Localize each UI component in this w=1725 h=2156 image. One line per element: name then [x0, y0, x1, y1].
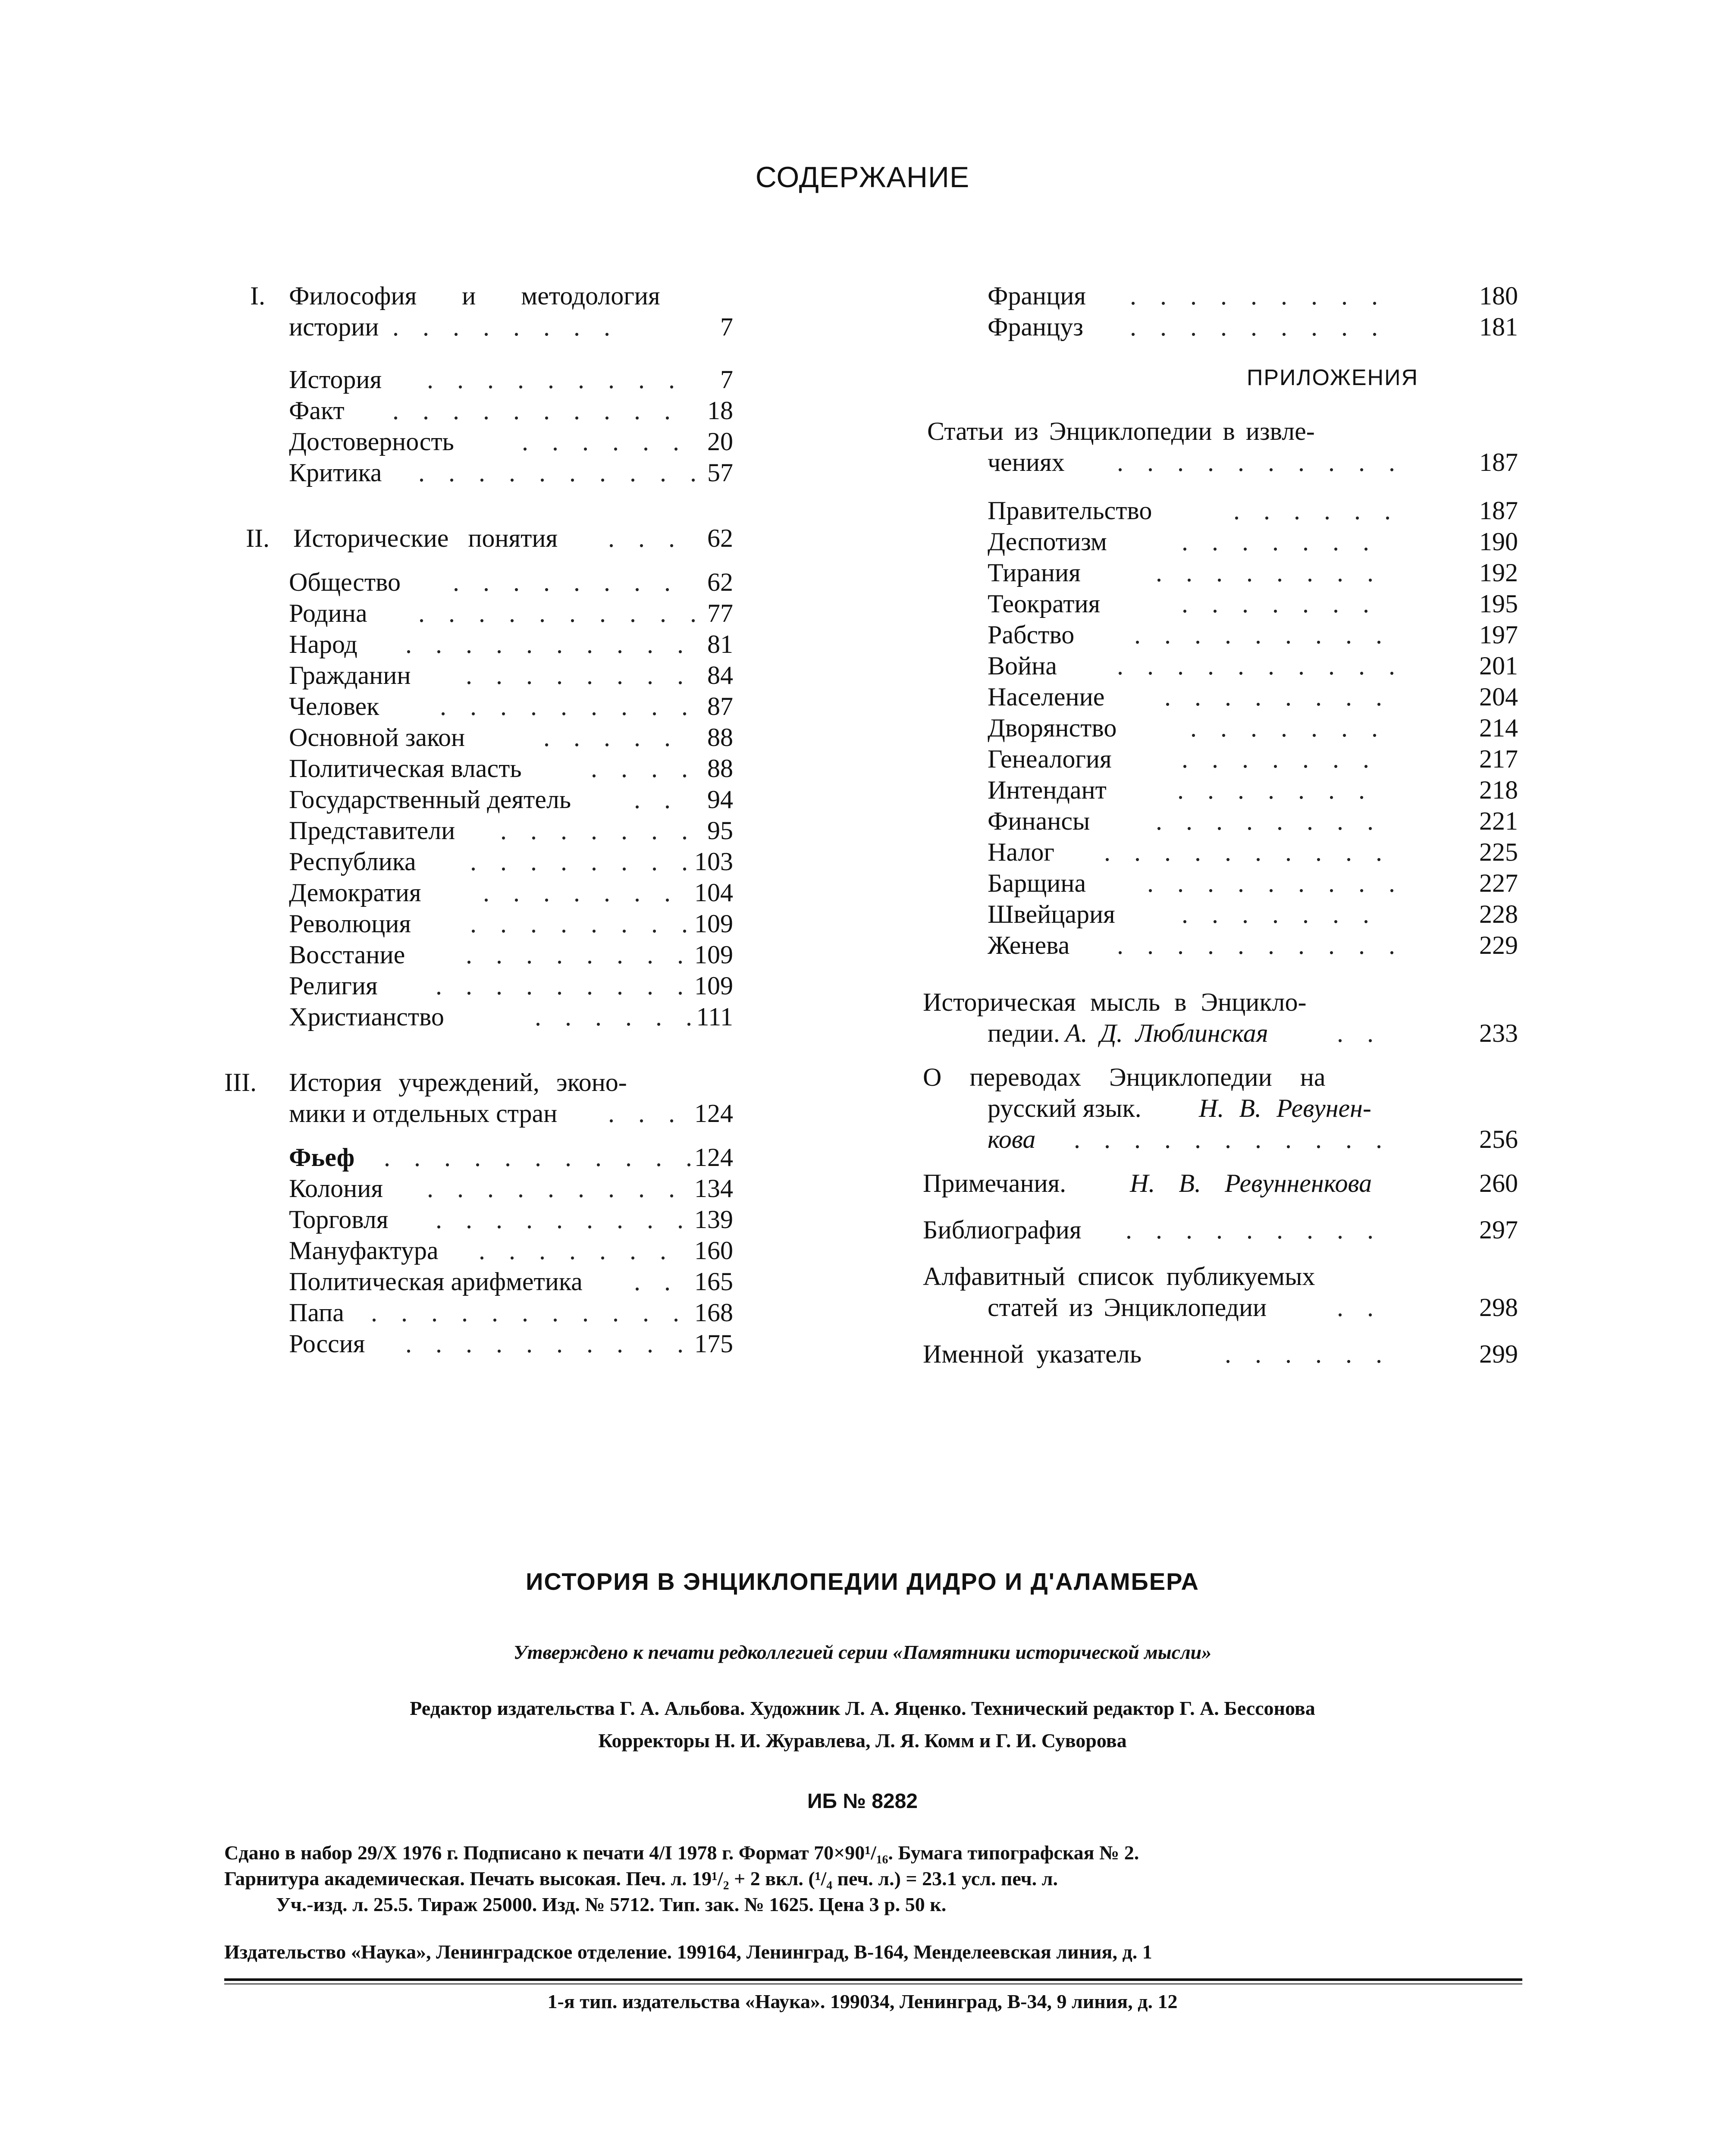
page-number: 94 [707, 785, 733, 814]
item-title: Религия [289, 971, 378, 1000]
item-title: Государственный деятель [289, 785, 571, 814]
toc-item [224, 364, 841, 395]
item-title: Теократия [988, 589, 1101, 618]
toc-item [224, 1142, 841, 1173]
item-title: Финансы [988, 807, 1090, 835]
page-number: 109 [694, 940, 733, 969]
item-title: Христианство [289, 1003, 444, 1031]
dot-leader: . . . . . . . . . . [405, 1329, 692, 1358]
dot-leader: . . . . . . . . . [1147, 869, 1404, 897]
dot-leader: . . . . . . . [1182, 900, 1378, 928]
dot-leader: . . . . . . . . [466, 661, 692, 689]
toc-item [923, 899, 1535, 930]
section-numeral: III. [224, 1068, 257, 1097]
toc-entry-line [923, 1018, 1535, 1049]
correctors-line: Корректоры Н. И. Журавлева, Л. Я. Комм и Г. И. Суворова [598, 1730, 1127, 1752]
toc-entry-line [923, 1062, 1535, 1093]
dot-leader: . . . . . . . [1182, 745, 1378, 773]
dot-leader: . . . . . . . . . . . [1074, 1125, 1391, 1153]
toc-items-section-3 [224, 1142, 841, 1359]
section-title: Философия и методология [289, 282, 660, 310]
page-number: 87 [707, 692, 733, 721]
page-number: 103 [694, 847, 733, 876]
section-title: История учреждений, эконо- [289, 1068, 627, 1097]
item-title: Гражданин [289, 661, 411, 689]
entry-author: А. Д. Люблинская [1065, 1019, 1268, 1047]
page-number: 139 [694, 1205, 733, 1234]
page-number: 62 [707, 524, 733, 552]
dot-leader: . . . . . . . . . . [1117, 931, 1404, 959]
toc-item [224, 1328, 841, 1359]
dot-leader: . . . . . . [1225, 1340, 1391, 1368]
dot-leader: . . . . . [543, 723, 679, 752]
item-title: Восстание [289, 940, 405, 969]
dot-leader: . . . . . . . . . [427, 1174, 684, 1203]
section-title-cont: мики и отдельных стран [289, 1099, 558, 1128]
entry-title: Библиография [923, 1216, 1082, 1244]
item-title: Колония [289, 1174, 383, 1203]
page-number: 20 [707, 427, 733, 456]
section-title-cont: чениях [988, 448, 1065, 476]
dot-leader: . . . . . . . . . [1130, 313, 1386, 341]
item-title: Общество [289, 568, 401, 596]
toc-item [224, 395, 841, 426]
page-number: 214 [1479, 714, 1518, 742]
toc-section-heading [923, 416, 1535, 447]
dot-leader: . . . . . . . . . [440, 692, 696, 721]
page-number: 109 [694, 971, 733, 1000]
item-title: Торговля [289, 1205, 389, 1234]
dot-leader: . . [1337, 1019, 1382, 1047]
dot-leader: . . . . . . . . . . . [371, 1298, 688, 1327]
item-title: Генеалогия [988, 745, 1112, 773]
page-number: 124 [694, 1099, 733, 1128]
page-number: 229 [1479, 931, 1518, 959]
page-number: 165 [694, 1267, 733, 1296]
section-numeral: II. [246, 524, 270, 552]
page-number: 180 [1479, 282, 1518, 310]
page-number: 7 [720, 313, 733, 341]
dot-leader: . . . . . . . . . . [1117, 652, 1404, 680]
toc-item [923, 774, 1535, 805]
print-details-line-2: Гарнитура академическая. Печать высокая. Печ. л. 19¹/₂ + 2 вкл. (¹/₄ печ. л.) = 23.1 усл. печ. л. [224, 1868, 1058, 1890]
entry-author: Н. В. Ревунненкова [1130, 1169, 1372, 1197]
dot-leader: . . . . . . . . . . [418, 458, 705, 487]
toc-right-column [923, 280, 1535, 1369]
toc-item [224, 815, 841, 846]
toc-item [224, 629, 841, 660]
item-title: Революция [289, 909, 411, 938]
dot-leader: . . . . . . . . [1156, 807, 1382, 835]
item-title: Налог [988, 838, 1055, 866]
dot-leader: . . . . . . . [500, 816, 696, 845]
toc-items-section-1 [224, 364, 841, 488]
section-numeral: I. [250, 282, 265, 310]
dot-leader: . . . [608, 1099, 684, 1128]
entry-author: Н. В. Ревунен- [1199, 1094, 1371, 1122]
toc-section-heading-cont [923, 447, 1535, 478]
item-title: Тирания [988, 558, 1081, 587]
dot-leader: . . . . . . . . . [436, 1205, 692, 1234]
item-title: Женева [988, 931, 1070, 959]
page-number: 104 [694, 878, 733, 907]
dot-leader: . . . . . . [1233, 496, 1399, 525]
item-title: Политическая власть [289, 754, 522, 783]
toc-item [224, 1204, 841, 1235]
page-number: 7 [720, 365, 733, 394]
page-number: 81 [707, 630, 733, 658]
page-number: 225 [1479, 838, 1518, 866]
toc-item [923, 681, 1535, 712]
page-number: 57 [707, 458, 733, 487]
toc-item [224, 426, 841, 457]
toc-item [224, 567, 841, 598]
dot-leader: . . . . . . . [1182, 527, 1378, 556]
dot-leader: . . . . . . . . [392, 313, 619, 341]
toc-item [224, 1266, 841, 1297]
page-number: 134 [694, 1174, 733, 1203]
dot-leader: . . . . . . . [1190, 714, 1386, 742]
toc-items-section-2 [224, 567, 841, 1032]
item-title: Фьеф [289, 1143, 355, 1172]
print-details-line-1: Сдано в набор 29/X 1976 г. Подписано к печати 4/I 1978 г. Формат 70×90¹/₁₆. Бумага типографская № 2. [224, 1842, 1139, 1864]
entry-title: Примечания. [923, 1169, 1066, 1197]
dot-leader: . . . . . . [522, 427, 688, 456]
entry-title-cont: русский язык. [988, 1094, 1142, 1122]
page-number: 62 [707, 568, 733, 596]
dot-leader: . . . . . . . . . [427, 365, 684, 394]
item-title: Папа [289, 1298, 344, 1327]
dot-leader: . . [634, 1267, 679, 1296]
approval-note: Утверждено к печати редколлегией серии «Памятники исторической мысли» [513, 1641, 1212, 1663]
page-number: 190 [1479, 527, 1518, 556]
item-title: Франция [988, 282, 1086, 310]
dot-leader: . . . . . . [535, 1003, 701, 1031]
entry-title: Алфавитный список публикуемых [923, 1262, 1315, 1291]
page-number: 160 [694, 1236, 733, 1265]
dot-leader: . . . . . . . . [453, 568, 679, 596]
dot-leader: . . . . . . . . [1156, 558, 1382, 587]
toc-item [224, 1297, 841, 1328]
toc-section-heading [224, 523, 841, 554]
page-number: 299 [1479, 1340, 1518, 1368]
toc-item [923, 311, 1535, 342]
page-number: 260 [1479, 1169, 1518, 1197]
toc-left-column [224, 280, 841, 1359]
entry-title-cont: педии. [988, 1019, 1060, 1047]
toc-item [923, 712, 1535, 743]
dot-leader: . . . . . . . . [466, 940, 692, 969]
toc-item [224, 753, 841, 784]
ib-number: ИБ № 8282 [807, 1790, 918, 1813]
dot-leader: . . [1337, 1293, 1382, 1322]
page-number: 88 [707, 754, 733, 783]
toc-item [224, 877, 841, 908]
dot-leader: . . . . . . . . . . [392, 396, 679, 425]
toc-item [224, 1173, 841, 1204]
page-number: 109 [694, 909, 733, 938]
page-number: 217 [1479, 745, 1518, 773]
editors-line: Редактор издательства Г. А. Альбова. Художник Л. А. Яценко. Технический редактор Г. А. Бессонова [410, 1697, 1315, 1719]
dot-leader: . . . . . . . . . . . [384, 1143, 701, 1172]
page-number: 233 [1479, 1019, 1518, 1047]
entry-title-cont: статей из Энциклопедии [988, 1293, 1267, 1322]
toc-item [923, 280, 1535, 311]
page-number: 197 [1479, 620, 1518, 649]
toc-entry-line [923, 1338, 1535, 1369]
item-title: Человек [289, 692, 380, 721]
appendix-heading: ПРИЛОЖЕНИЯ [1246, 365, 1419, 390]
item-title: Народ [289, 630, 358, 658]
toc-item [923, 743, 1535, 774]
dot-leader: . . . . . . . . . [1126, 1216, 1382, 1244]
printer-line: 1-я тип. издательства «Наука». 199034, Ленинград, В-34, 9 линия, д. 12 [547, 1990, 1178, 2012]
item-title: Швейцария [988, 900, 1115, 928]
toc-item [224, 970, 841, 1001]
toc-item [923, 930, 1535, 961]
dot-leader: . . . . . . . [483, 878, 679, 907]
dot-leader: . . . . [591, 754, 696, 783]
page-number: 18 [707, 396, 733, 425]
toc-item [923, 495, 1535, 526]
dot-leader: . . . . . . . . . . [405, 630, 692, 658]
dot-leader: . . . . . . . . . . [418, 599, 705, 627]
toc-item [224, 846, 841, 877]
toc-item [224, 457, 841, 488]
page-number: 221 [1479, 807, 1518, 835]
entry-title: Именной указатель [923, 1340, 1142, 1368]
toc-section-heading-cont [224, 1098, 841, 1129]
toc-item [224, 1001, 841, 1032]
page-number: 111 [696, 1003, 733, 1031]
entry-title: Историческая мысль в Энцикло- [923, 988, 1307, 1016]
entry-author-cont: кова [988, 1125, 1036, 1153]
dot-leader: . . . . . . . [479, 1236, 675, 1265]
dot-leader: . . . . . . . . [1164, 683, 1391, 711]
toc-item [923, 557, 1535, 588]
page-number: 256 [1479, 1125, 1518, 1153]
item-title: Барщина [988, 869, 1086, 897]
toc-entry-line [923, 1093, 1535, 1124]
item-title: Деспотизм [988, 527, 1107, 556]
dot-leader: . . . . . . . . . [436, 971, 692, 1000]
dot-leader: . . . . . . . . [470, 909, 696, 938]
page-number: 195 [1479, 589, 1518, 618]
dot-leader: . . . . . . . . . [1130, 282, 1386, 310]
toc-item [224, 722, 841, 753]
toc-entry-line [923, 1292, 1535, 1323]
toc-entry-line [923, 1124, 1535, 1155]
item-title: Факт [289, 396, 345, 425]
page-number: 204 [1479, 683, 1518, 711]
toc-section-heading-cont [224, 311, 841, 342]
section-title: Статьи из Энциклопедии в извле- [927, 417, 1315, 445]
page-number: 192 [1479, 558, 1518, 587]
page-number: 297 [1479, 1216, 1518, 1244]
toc-item [224, 691, 841, 722]
dot-leader: . . . . . . . . . . [1104, 838, 1391, 866]
page-number: 187 [1479, 496, 1518, 525]
item-title: Француз [988, 313, 1083, 341]
item-title: История [289, 365, 382, 394]
toc-item [923, 868, 1535, 899]
page-number: 77 [707, 599, 733, 627]
print-details-line-3: Уч.-изд. л. 25.5. Тираж 25000. Изд. № 5712. Тип. зак. № 1625. Цена 3 р. 50 к. [276, 1893, 947, 1915]
dot-leader: . . . . . . . . . [1134, 620, 1391, 649]
page-number: 95 [707, 816, 733, 845]
item-title: Республика [289, 847, 416, 876]
item-title: Политическая арифметика [289, 1267, 583, 1296]
toc-item [923, 588, 1535, 619]
item-title: Интендант [988, 776, 1107, 804]
item-title: Достоверность [289, 427, 454, 456]
page-title: СОДЕРЖАНИЕ [755, 161, 970, 194]
dot-leader: . . [634, 785, 679, 814]
item-title: Родина [289, 599, 367, 627]
toc-item [923, 650, 1535, 681]
dot-leader: . . . . . . . [1182, 589, 1378, 618]
toc-item [923, 805, 1535, 837]
toc-item [923, 837, 1535, 868]
page-number: 201 [1479, 652, 1518, 680]
item-title: Представители [289, 816, 455, 845]
item-title: Война [988, 652, 1057, 680]
dot-leader: . . . . . . . [1177, 776, 1374, 804]
page-number: 84 [707, 661, 733, 689]
toc-entry-line [923, 1168, 1535, 1199]
publisher-line: Издательство «Наука», Ленинградское отделение. 199164, Ленинград, В-164, Менделеевская линия, д. 1 [224, 1941, 1152, 1963]
toc-item [923, 619, 1535, 650]
page-number: 218 [1479, 776, 1518, 804]
toc-item [224, 939, 841, 970]
toc-entry-line [923, 1261, 1535, 1292]
item-title: Демократия [289, 878, 421, 907]
item-title: Критика [289, 458, 382, 487]
item-title: Дворянство [988, 714, 1117, 742]
dot-leader: . . . . . . . . [470, 847, 696, 876]
page-number: 187 [1479, 448, 1518, 476]
item-title: Основной закон [289, 723, 465, 752]
page-number: 298 [1479, 1293, 1518, 1322]
page-number: 227 [1479, 869, 1518, 897]
toc-item [224, 908, 841, 939]
page-number: 228 [1479, 900, 1518, 928]
section-title-cont: истории [289, 313, 379, 341]
dot-leader: . . . [608, 524, 684, 552]
page-number: 175 [694, 1329, 733, 1358]
toc-item [224, 598, 841, 629]
page-number: 181 [1479, 313, 1518, 341]
page-number: 124 [694, 1143, 733, 1172]
toc-section-heading [224, 1067, 841, 1098]
page-number: 168 [694, 1298, 733, 1327]
entry-title: О переводах Энциклопедии на [923, 1063, 1326, 1091]
toc-entry-line [923, 1214, 1535, 1245]
toc-section-heading [224, 280, 841, 311]
appendix-articles-list [923, 495, 1535, 961]
section-title: Исторические понятия [293, 524, 558, 552]
item-title: Мануфактура [289, 1236, 439, 1265]
toc-entry-line [923, 987, 1535, 1018]
toc-item [224, 784, 841, 815]
toc-item [224, 660, 841, 691]
book-title: ИСТОРИЯ В ЭНЦИКЛОПЕДИИ ДИДРО И Д'АЛАМБЕРА [526, 1568, 1199, 1595]
toc-item [923, 526, 1535, 557]
item-title: Россия [289, 1329, 365, 1358]
item-title: Население [988, 683, 1105, 711]
dot-leader: . . . . . . . . . . [1117, 448, 1404, 476]
item-title: Рабство [988, 620, 1075, 649]
page-number: 88 [707, 723, 733, 752]
item-title: Правительство [988, 496, 1152, 525]
divider-rule [224, 1978, 1522, 1981]
toc-item [224, 1235, 841, 1266]
